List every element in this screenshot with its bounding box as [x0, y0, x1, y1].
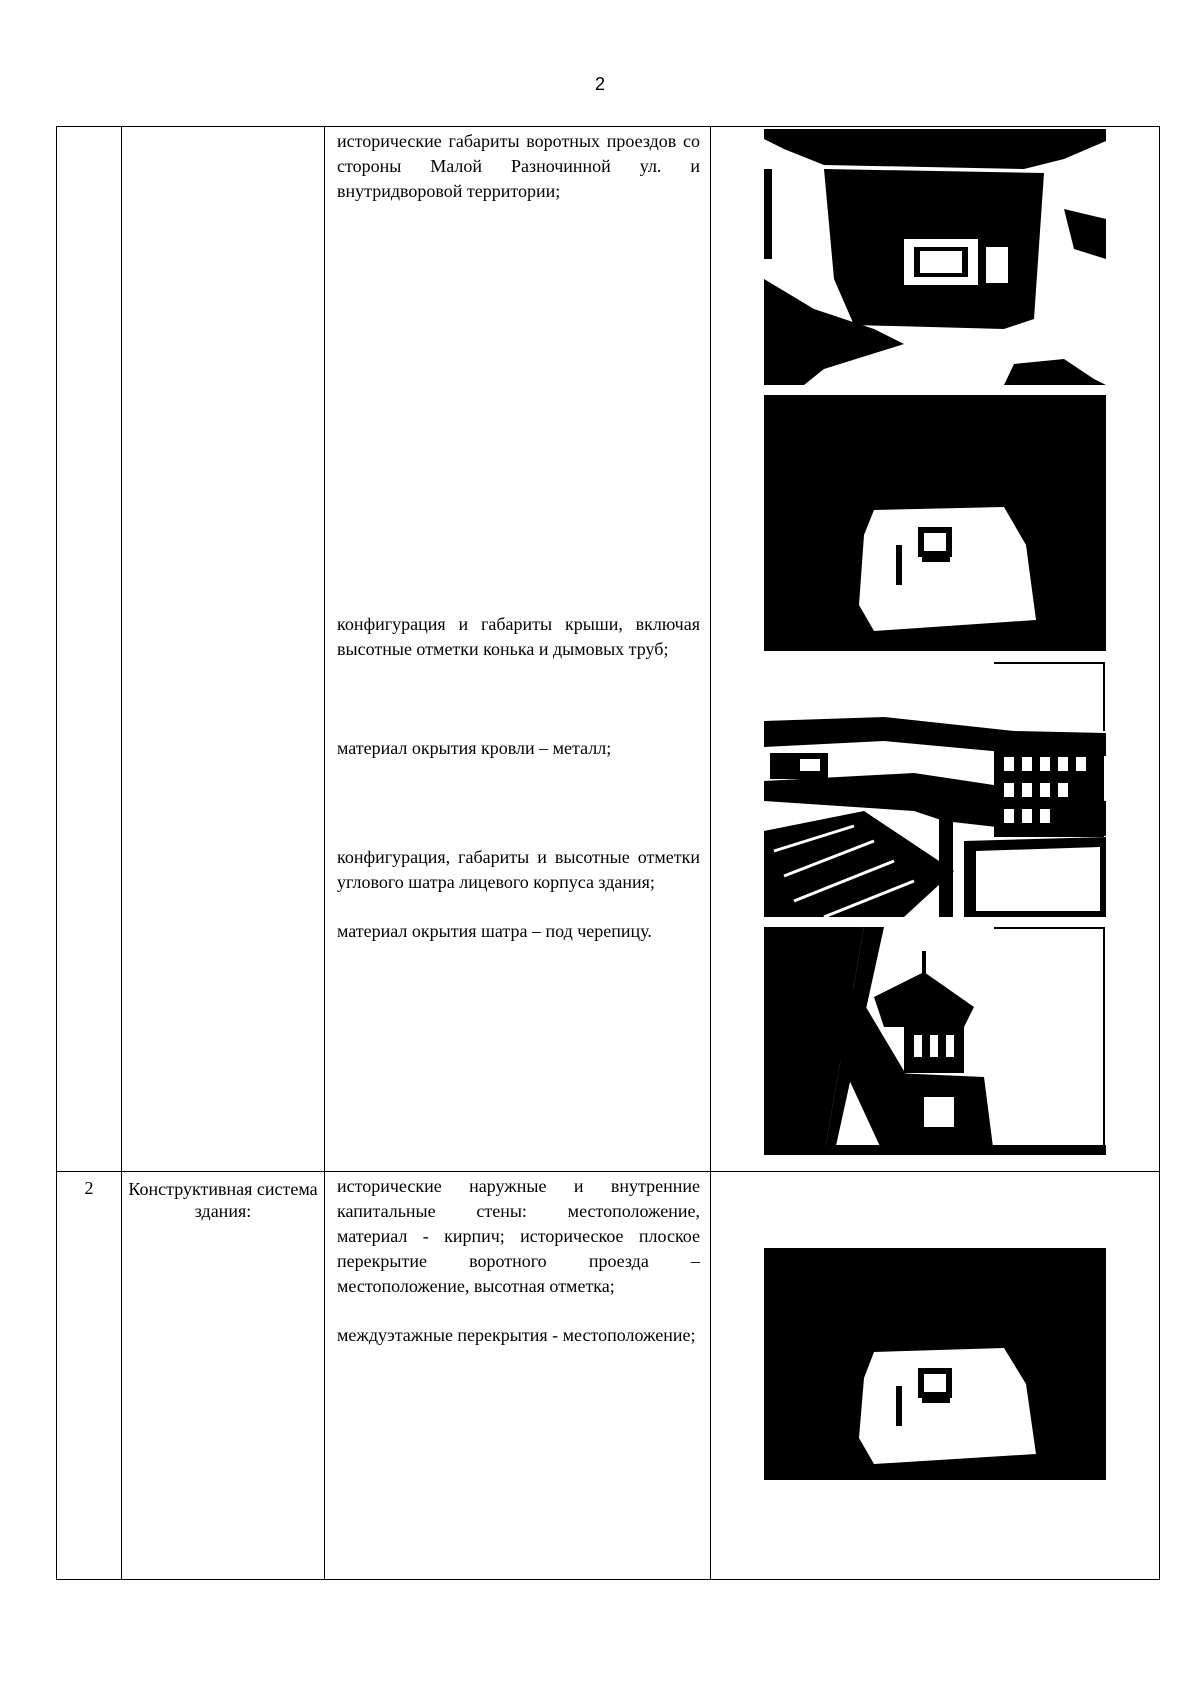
- description-paragraph: материал окрытия шатра – под черепицу.: [337, 921, 652, 941]
- description-paragraph: конфигурация и габариты крыши, включая высотные отметки конька и дымовых труб;: [337, 614, 700, 659]
- passage-ceiling-photo: [764, 1248, 1106, 1480]
- description-cell: [325, 1172, 711, 1580]
- description-paragraph: исторические габариты воротных проездов со стороны Малой Разночинной ул. и внутридворовой территории;: [337, 131, 700, 201]
- description-paragraph: исторические наружные и внутренние капитальные стены: местоположение, материал - кирпич; историческое плоское перекрытие воротного проезда – местоположение, высотная отметка;: [337, 1176, 700, 1296]
- gateway-passage-photo: [764, 129, 1106, 385]
- roof-photo: [764, 661, 1106, 917]
- element-name-cell: Конструктивная система здания:: [122, 1172, 325, 1580]
- element-name-cell: [122, 127, 325, 1172]
- photos-cell: [711, 127, 1160, 1172]
- table-row: [57, 1172, 1160, 1580]
- description-paragraph: материал окрытия кровли – металл;: [337, 738, 612, 758]
- description-cell: [325, 127, 711, 1172]
- protection-subject-table: [56, 126, 1160, 1580]
- table-row: [57, 127, 1160, 1172]
- photos-cell: [711, 1172, 1160, 1580]
- row-number-cell: 2: [57, 1172, 122, 1580]
- page-number: 2: [594, 74, 605, 94]
- description-paragraph: конфигурация, габариты и высотные отметки углового шатра лицевого корпуса здания;: [337, 847, 700, 892]
- description-paragraph: междуэтажные перекрытия - местоположение;: [337, 1325, 696, 1345]
- passage-courtyard-photo: [764, 395, 1106, 651]
- corner-tent-photo: [764, 927, 1106, 1155]
- row-number-cell: [57, 127, 122, 1172]
